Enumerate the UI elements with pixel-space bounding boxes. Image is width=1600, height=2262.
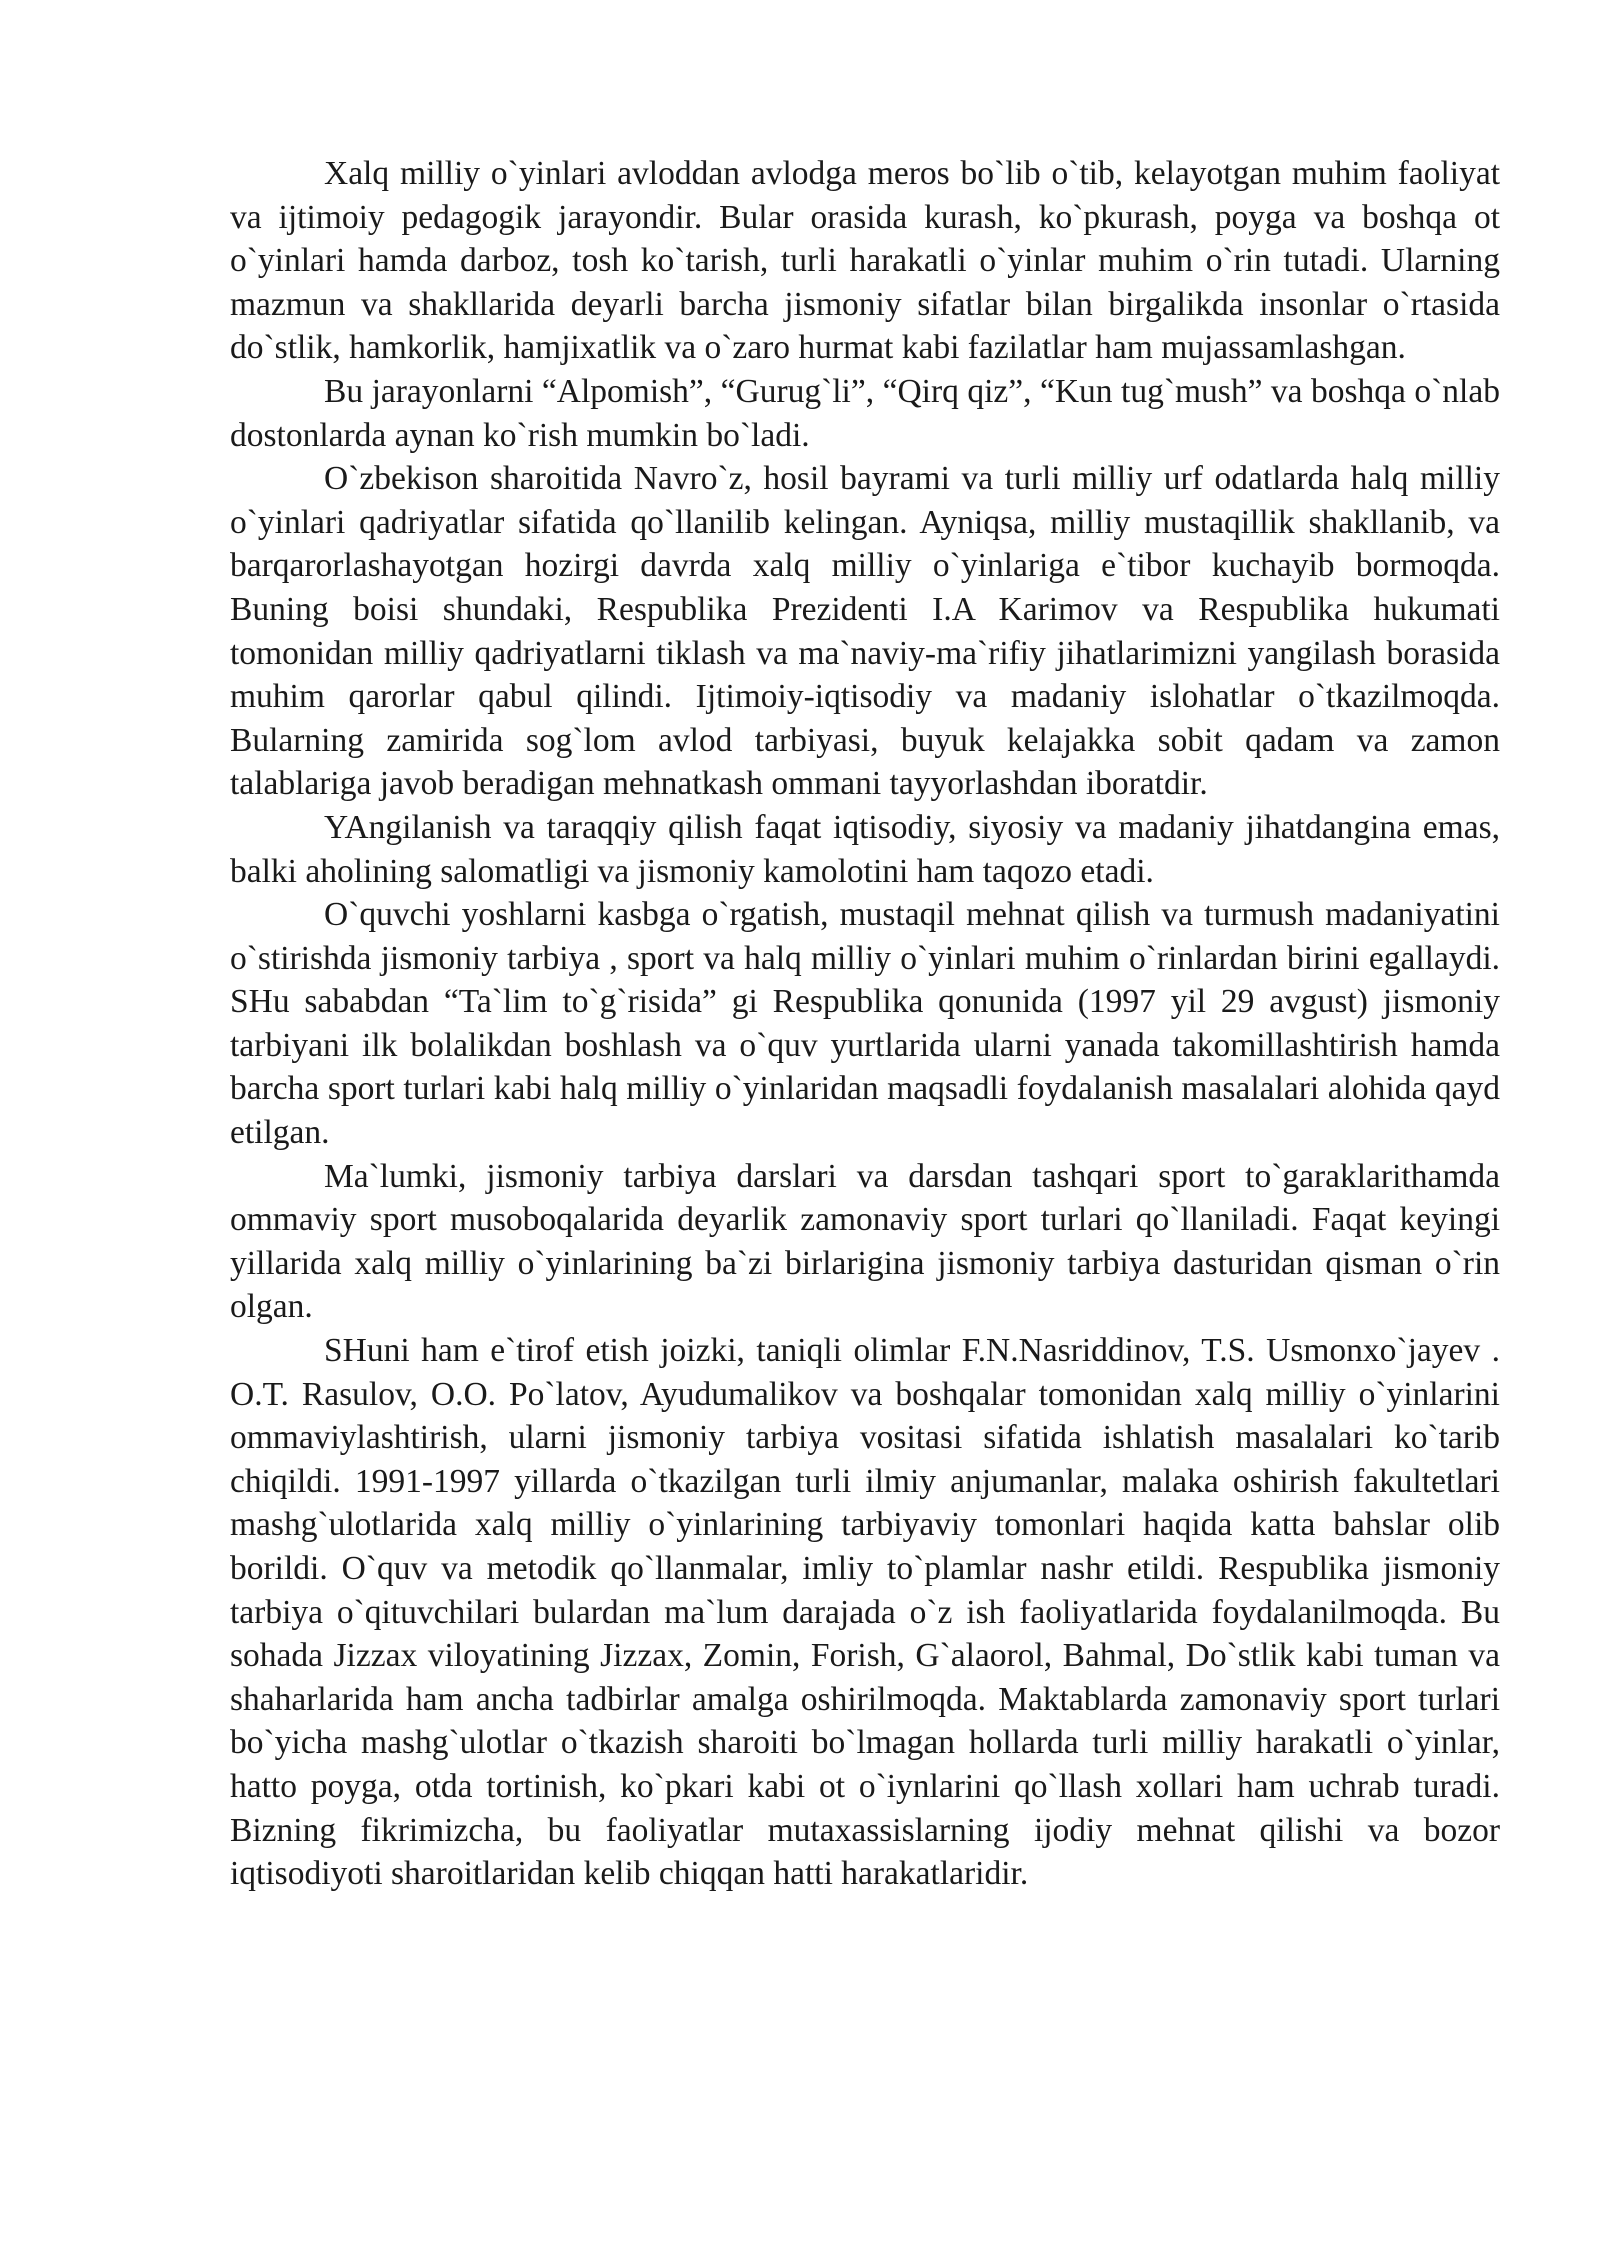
paragraph-3: O`zbekison sharoitida Navro`z, hosil bayrami va turli milliy urf odatlarda halq milliy o`yinlari qadriyatlar sifatida qo`llanilib kelingan. Ayniqsa, milliy mustaqillik shakllanib, va barqarorlashayotgan hozirgi davrda xalq milliy o`yinlariga e`tibor kuchayib bormoqda. Buning boisi shundaki, Respublika Prezidenti I.A Karimov va Respublika hukumati tomonidan milliy qadriyatlarni tiklash va ma`naviy-ma`rifiy jihatlarimizni yangilash borasida muhim qarorlar qabul qilindi. Ijtimoiy-iqtisodiy va madaniy islohatlar o`tkazilmoqda. Bularning zamirida sog`lom avlod tarbiyasi, buyuk kelajakka sobit qadam va zamon talablariga javob beradigan mehnatkash ommani tayyorlashdan iboratdir. bbox=[230, 460, 1500, 803]
paragraph-7: SHuni ham e`tirof etish joizki, taniqli olimlar F.N.Nasriddinov, T.S. Usmonxo`jayev . O.T. Rasulov, O.O. Po`latov, Ayudumalikov va boshqalar tomonidan xalq milliy o`yinlarini ommaviylashtirish, ularni jismoniy tarbiya vositasi sifatida ishlatish masalalari ko`tarib chiqildi. 1991-1997 yillarda o`tkazilgan turli ilmiy anjumanlar, malaka oshirish fakultetlari mashg`ulotlarida xalq milliy o`yinlarining tarbiyaviy tomonlari haqida katta bahslar olib borildi. O`quv va metodik qo`llanmalar, imliy to`plamlar nashr etildi. Respublika jismoniy tarbiya o`qituvchilari bulardan ma`lum darajada o`z ish faoliyatlarida foydalanilmoqda. Bu sohada Jizzax viloyatining Jizzax, Zomin, Forish, G`alaorol, Bahmal, Do`stlik kabi tuman va shaharlarida ham ancha tadbirlar amalga oshirilmoqda. Maktablarda zamonaviy sport turlari bo`yicha mashg`ulotlar o`tkazish sharoiti bo`lmagan hollarda turli milliy harakatli o`yinlar, hatto poyga, otda tortinish, ko`pkari kabi ot o`iynlarini qo`llash xollari ham uchrab turadi. Bizning fikrimizcha, bu faoliyatlar mutaxassislarning ijodiy mehnat qilishi va bozor iqtisodiyoti sharoitlaridan kelib chiqqan hatti harakatlaridir. bbox=[230, 1332, 1500, 1893]
paragraph-5: O`quvchi yoshlarni kasbga o`rgatish, mustaqil mehnat qilish va turmush madaniyatini o`stirishda jismoniy tarbiya , sport va halq milliy o`yinlari muhim o`rinlardan birini egallaydi. SHu sababdan “Ta`lim to`g`risida” gi Respublika qonunida (1997 yil 29 avgust) jismoniy tarbiyani ilk bolalikdan boshlash va o`quv yurtlarida ularni yanada takomillashtirish hamda barcha sport turlari kabi halq milliy o`yinlaridan maqsadli foydalanish masalalari alohida qayd etilgan. bbox=[230, 896, 1500, 1152]
paragraph-6: Ma`lumki, jismoniy tarbiya darslari va darsdan tashqari sport to`garaklarithamda ommaviy sport musoboqalarida deyarlik zamonaviy sport turlari qo`llaniladi. Faqat keyingi yillarida xalq milliy o`yinlarining ba`zi birlarigina jismoniy tarbiya dasturidan qisman o`rin olgan. bbox=[230, 1157, 1500, 1326]
paragraph-1: Xalq milliy o`yinlari avloddan avlodga meros bo`lib o`tib, kelayotgan muhim faoliyat va ijtimoiy pedagogik jarayondir. Bular orasida kurash, ko`pkurash, poyga va boshqa ot o`yinlari hamda darboz, tosh ko`tarish, turli harakatli o`yinlar muhim o`rin tutadi. Ularning mazmun va shakllarida deyarli barcha jismoniy sifatlar bilan birgalikda insonlar o`rtasida do`stlik, hamkorlik, hamjixatlik va o`zaro hurmat kabi fazilatlar ham mujassamlashgan. bbox=[230, 155, 1500, 367]
document-page bbox=[230, 152, 1500, 1896]
paragraph-2: Bu jarayonlarni “Alpomish”, “Gurug`li”, “Qirq qiz”, “Kun tug`mush” va boshqa o`nlab dostonlarda aynan ko`rish mumkin bo`ladi. bbox=[230, 372, 1500, 454]
paragraph-4: YAngilanish va taraqqiy qilish faqat iqtisodiy, siyosiy va madaniy jihatdangina emas, balki aholining salomatligi va jismoniy kamolotini ham taqozo etadi. bbox=[230, 808, 1500, 890]
